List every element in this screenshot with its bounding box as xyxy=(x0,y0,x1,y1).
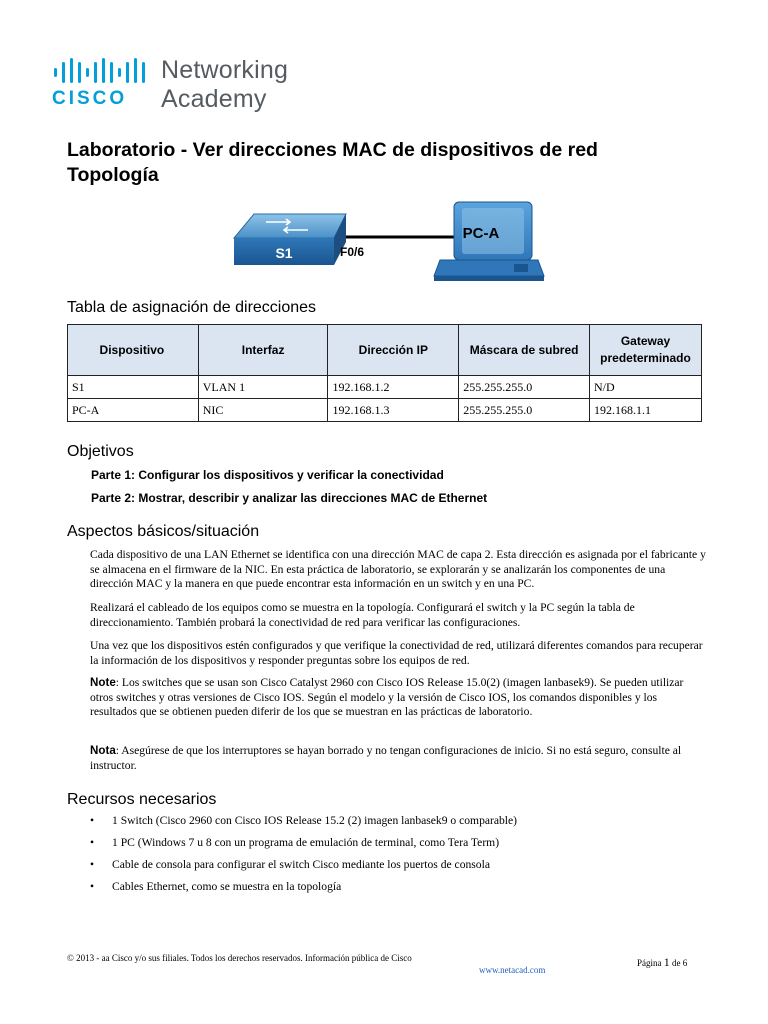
column-header: Gateway predeterminado xyxy=(590,325,702,376)
objectives-heading: Objetivos xyxy=(67,443,134,460)
background-paragraph: Una vez que los dispositivos estén configurados y que verifique la conectividad de red, utilizará diferentes comandos para recuperar la información de los dispositivos y responder preguntas sobre los equipos de red. xyxy=(90,639,703,667)
background-paragraph: Cada dispositivo de una LAN Ethernet se identifica con una dirección MAC de capa 2. Esta dirección es asignada por el fabricante y se almacena en el firmware de la NIC. En esta práctica de laboratorio, se explorarán y se analizarán los componentes de una dirección MAC y la manera en que puede encontrar esta información en un switch y en una PC. xyxy=(90,548,706,590)
note-paragraph xyxy=(90,676,706,720)
netacad-link[interactable]: www.netacad.com xyxy=(479,965,546,975)
table-cell: 255.255.255.0 xyxy=(459,399,590,422)
list-item-text: 1 Switch (Cisco 2960 con Cisco IOS Release 15.2 (2) imagen lanbasek9 o comparable) xyxy=(112,814,518,827)
page-prefix: Página xyxy=(637,958,662,968)
table-cell: 192.168.1.1 xyxy=(590,399,702,422)
cisco-networking-academy-logo xyxy=(52,58,312,116)
table-cell: VLAN 1 xyxy=(198,376,328,399)
page-number xyxy=(637,955,687,970)
address-table-header xyxy=(68,325,702,376)
list-item-text: 1 PC (Windows 7 u 8 con un programa de emulación de terminal, como Tera Term) xyxy=(112,836,500,849)
switch-label: S1 xyxy=(275,245,293,261)
background-heading: Aspectos básicos/situación xyxy=(67,523,260,540)
bullet-icon: • xyxy=(90,880,95,893)
table-cell: NIC xyxy=(198,399,328,422)
topology-diagram xyxy=(226,198,546,284)
cisco-bars-icon xyxy=(52,58,152,84)
table-cell: 192.168.1.3 xyxy=(328,399,459,422)
column-header: Máscara de subred xyxy=(459,325,590,376)
table-cell: N/D xyxy=(590,376,702,399)
resources-list xyxy=(90,814,690,902)
table-cell: PC-A xyxy=(68,399,199,422)
column-header: Dispositivo xyxy=(68,325,199,376)
page-suffix: de 6 xyxy=(672,958,688,968)
logo-academy: Academy xyxy=(161,85,267,113)
table-row xyxy=(68,399,702,422)
table-cell: 255.255.255.0 xyxy=(459,376,590,399)
column-header: Interfaz xyxy=(198,325,328,376)
list-item xyxy=(90,836,690,858)
objective-item: Parte 2: Mostrar, describir y analizar las direcciones MAC de Ethernet xyxy=(91,491,488,505)
document-title: Laboratorio - Ver direcciones MAC de dispositivos de red Topología xyxy=(67,139,598,186)
column-header: Dirección IP xyxy=(328,325,459,376)
table-row xyxy=(68,376,702,399)
page-current: 1 xyxy=(663,955,670,969)
list-item-text: Cables Ethernet, como se muestra en la topología xyxy=(112,880,342,893)
note-text: : Los switches que se usan son Cisco Catalyst 2960 con Cisco IOS Release 15.0(2) (imagen lanbasek9). Se pueden utilizar otros switches y otras versiones de Cisco IOS. Según el modelo y la versión de Cisco IOS, los comandos disponibles y los resultados que se obtienen pueden diferir de los que se muestran en las prácticas de laboratorio. xyxy=(90,676,684,718)
port-label: F0/6 xyxy=(340,245,365,259)
logo-networking: Networking xyxy=(161,56,289,84)
bullet-icon: • xyxy=(90,858,95,871)
resources-heading: Recursos necesarios xyxy=(67,791,217,808)
bullet-icon: • xyxy=(90,814,95,827)
note-label: Nota xyxy=(90,744,116,757)
bullet-icon: • xyxy=(90,836,95,849)
background-paragraph: Realizará el cableado de los equipos como se muestra en la topología. Configurará el switch y la PC según la tabla de direccionamiento. También probará la conectividad de red para verificar las configuraciones. xyxy=(90,601,635,629)
note-text: : Asegúrese de que los interruptores se hayan borrado y no tengan configuraciones de inicio. Si no está seguro, consulte al instructor. xyxy=(90,744,682,772)
footer-copyright: © 2013 - aa Cisco y/o sus filiales. Todos los derechos reservados. Información pública de Cisco xyxy=(67,953,412,963)
list-item xyxy=(90,814,690,836)
cisco-wordmark: CISCO xyxy=(52,88,128,109)
note-paragraph xyxy=(90,744,706,773)
table-cell: 192.168.1.2 xyxy=(328,376,459,399)
table-cell: S1 xyxy=(68,376,199,399)
list-item xyxy=(90,880,690,902)
note-label: Note xyxy=(90,676,116,689)
list-item-text: Cable de consola para configurar el switch Cisco mediante los puertos de consola xyxy=(112,858,490,871)
networking-academy-text xyxy=(161,56,288,114)
pc-label: PC-A xyxy=(462,225,500,242)
address-table xyxy=(67,324,702,422)
address-table-heading: Tabla de asignación de direcciones xyxy=(67,299,317,316)
list-item xyxy=(90,858,690,880)
objective-item: Parte 1: Configurar los dispositivos y verificar la conectividad xyxy=(91,468,444,482)
